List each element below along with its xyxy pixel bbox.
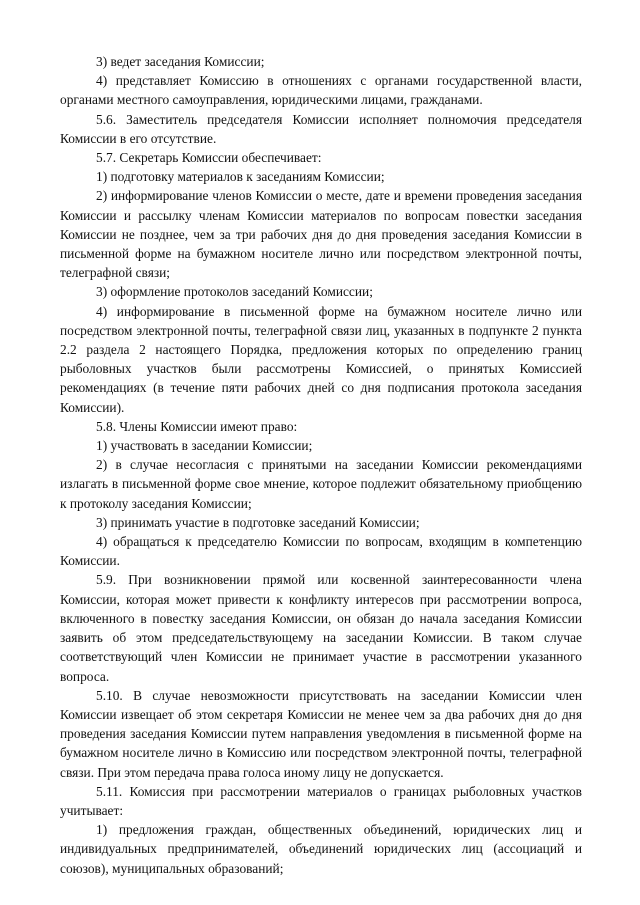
paragraph-members-4: 4) обращаться к председателю Комиссии по вопросам, входящим в компетенцию Комиссии. [60,534,582,569]
paragraph-5-7: 5.7. Секретарь Комиссии обеспечивает: [96,150,322,166]
paragraph-secretary-1: 1) подготовку материалов к заседаниям Комиссии; [96,169,385,185]
paragraph-5-9: 5.9. При возникновении прямой или косвенной заинтересованности члена Комиссии, которая может привести к конфликту интересов при рассмотрении вопроса, включенного в повестку заседания Комиссии, он обязан до начала заседания Комиссии заявить об этом председательствующему на заседании Комиссии. В таком случае соответствующий член Комиссии не принимает участие в рассмотрении указанного вопроса. [60,572,582,684]
paragraph-members-3: 3) принимать участие в подготовке заседаний Комиссии; [96,514,420,530]
paragraph-members-1: 1) участвовать в заседании Комиссии; [96,438,313,454]
paragraph-5-11: 5.11. Комиссия при рассмотрении материалов о границах рыболовных участков учитывает: [60,783,582,818]
paragraph-5-6: 5.6. Заместитель председателя Комиссии исполняет полномочия председателя Комиссии в его отсутствие. [60,111,582,146]
paragraph-secretary-2: 2) информирование членов Комиссии о месте, дате и времени проведения заседания Комиссии и рассылку членам Комиссии материалов по вопросам повестки заседания Комиссии не позднее, чем за три рабочих дня до дня проведения заседания Комиссии в письменной форме на бумажном носителе лично или посредством электронной почты, телеграфной связи; [60,188,582,281]
document-page [60,52,582,878]
paragraph-members-2: 2) в случае несогласия с принятыми на заседании Комиссии рекомендациями излагать в письменной форме свое мнение, которое подлежит обязательному приобщению к протоколу заседания Комиссии; [60,457,582,511]
paragraph-secretary-3: 3) оформление протоколов заседаний Комиссии; [96,284,373,300]
paragraph-considers-1: 1) предложения граждан, общественных объединений, юридических лиц и индивидуальных предпринимателей, объединений юридических лиц (ассоциаций и союзов), муниципальных образований; [60,822,582,876]
paragraph-5-10: 5.10. В случае невозможности присутствовать на заседании Комиссии член Комиссии извещает об этом секретаря Комиссии не менее чем за два рабочих дня до дня проведения заседания Комиссии путем направления уведомления в письменной форме на бумажном носителе лично в Комиссию или посредством электронной почты, телеграфной связи. При этом передача права голоса иному лицу не допускается. [60,687,582,780]
paragraph-chair-4: 4) представляет Комиссию в отношениях с органами государственной власти, органами местного самоуправления, юридическими лицами, гражданами. [60,73,582,108]
paragraph-5-8: 5.8. Члены Комиссии имеют право: [96,418,298,434]
paragraph-chair-3: 3) ведет заседания Комиссии; [96,54,265,69]
paragraph-secretary-4: 4) информирование в письменной форме на бумажном носителе лично или посредством электронной почты, телеграфной связи лиц, указанных в подпункте 2 пункта 2.2 раздела 2 настоящего Порядка, предложения которых по определению границ рыболовных участков были рассмотрены Комиссией, о принятых Комиссией рекомендациях (в течение пяти рабочих дней со дня подписания протокола заседания Комиссии). [60,303,582,415]
